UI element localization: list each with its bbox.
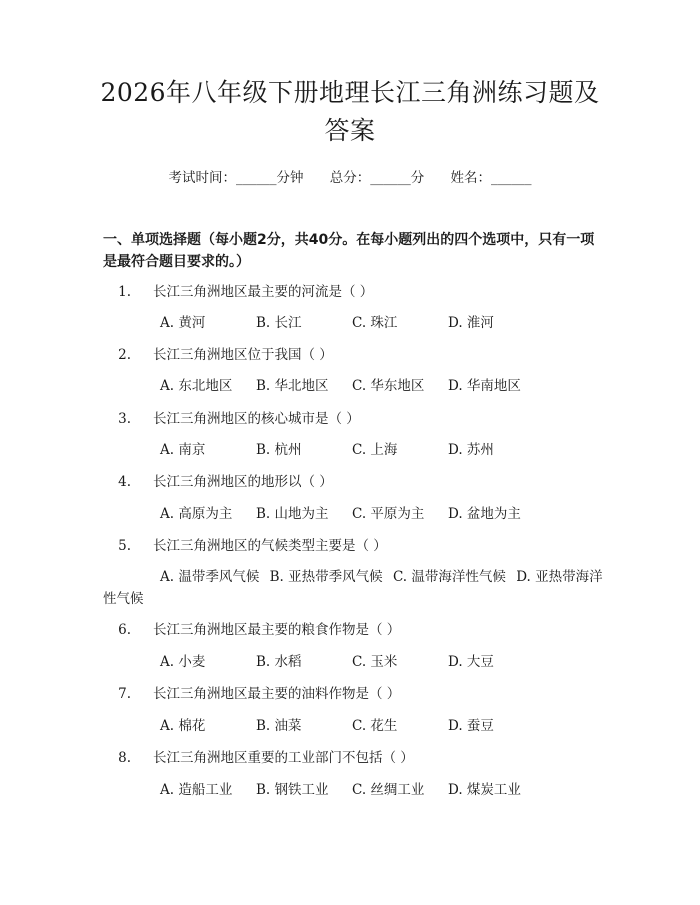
option-a: A. 造船工业 bbox=[160, 782, 233, 798]
option-b: B. 杭州 bbox=[256, 442, 302, 458]
document-title: 2026年八年级下册地理长江三角洲练习题及答案 bbox=[100, 78, 600, 145]
question-2 bbox=[103, 345, 603, 365]
question-text: 长江三角洲地区最主要的粮食作物是（ ） bbox=[153, 622, 401, 638]
question-3-options bbox=[160, 440, 620, 460]
question-number: 5. bbox=[118, 538, 131, 554]
option-a: A. 温带季风气候 bbox=[160, 569, 260, 585]
question-text: 长江三角洲地区重要的工业部门不包括（ ） bbox=[153, 750, 414, 766]
option-a: A. 东北地区 bbox=[160, 378, 233, 394]
question-text: 长江三角洲地区位于我国（ ） bbox=[153, 347, 333, 363]
question-1-options bbox=[160, 313, 620, 333]
option-c: C. 华东地区 bbox=[352, 378, 425, 394]
option-c: C. 上海 bbox=[352, 442, 398, 458]
question-1 bbox=[103, 282, 603, 302]
option-c: C. 丝绸工业 bbox=[352, 782, 425, 798]
question-8-options bbox=[160, 780, 620, 800]
option-a: A. 棉花 bbox=[160, 718, 206, 734]
question-3 bbox=[103, 409, 603, 429]
question-number: 1. bbox=[118, 284, 131, 300]
question-2-options bbox=[160, 376, 620, 396]
question-number: 6. bbox=[118, 622, 131, 638]
total-score: 总分：______分 bbox=[329, 170, 425, 186]
question-number: 7. bbox=[118, 686, 131, 702]
option-d: D. 盆地为主 bbox=[448, 506, 521, 522]
question-8 bbox=[103, 748, 603, 768]
option-a: A. 南京 bbox=[160, 442, 206, 458]
option-b: B. 钢铁工业 bbox=[256, 782, 329, 798]
question-text: 长江三角洲地区的核心城市是（ ） bbox=[153, 411, 360, 427]
option-d: D. 华南地区 bbox=[448, 378, 521, 394]
option-c: C. 玉米 bbox=[352, 654, 398, 670]
question-5 bbox=[103, 536, 603, 556]
question-4 bbox=[103, 472, 603, 492]
question-number: 4. bbox=[118, 474, 131, 490]
option-c: C. 平原为主 bbox=[352, 506, 425, 522]
question-text: 长江三角洲地区最主要的河流是（ ） bbox=[153, 284, 374, 300]
option-c: C. 花生 bbox=[352, 718, 398, 734]
option-d: D. 大豆 bbox=[448, 654, 494, 670]
question-5-options bbox=[103, 566, 603, 610]
question-4-options bbox=[160, 504, 620, 524]
option-d: D. 苏州 bbox=[448, 442, 494, 458]
question-text: 长江三角洲地区的气候类型主要是（ ） bbox=[153, 538, 387, 554]
option-c: C. 温带海洋性气候 bbox=[392, 569, 506, 585]
exam-time: 考试时间：______分钟 bbox=[168, 170, 304, 186]
question-6 bbox=[103, 620, 603, 640]
question-text: 长江三角洲地区的地形以（ ） bbox=[153, 474, 333, 490]
option-a: A. 黄河 bbox=[160, 315, 206, 331]
question-number: 8. bbox=[118, 750, 131, 766]
option-d: D. 淮河 bbox=[448, 315, 494, 331]
student-name: 姓名：______ bbox=[450, 170, 532, 186]
question-number: 3. bbox=[118, 411, 131, 427]
option-b: B. 亚热带季风气候 bbox=[269, 569, 383, 585]
option-a: A. 高原为主 bbox=[160, 506, 233, 522]
question-7 bbox=[103, 684, 603, 704]
option-d: D. 亚热带海洋性气候 bbox=[103, 569, 603, 607]
question-text: 长江三角洲地区最主要的油料作物是（ ） bbox=[153, 686, 401, 702]
option-a: A. 小麦 bbox=[160, 654, 206, 670]
section-heading: 一、单项选择题（每小题2分，共40分。在每小题列出的四个选项中，只有一项是最符合题目要求的。） bbox=[103, 232, 595, 270]
option-d: D. 蚕豆 bbox=[448, 718, 494, 734]
option-b: B. 油菜 bbox=[256, 718, 302, 734]
question-6-options bbox=[160, 652, 620, 672]
option-d: D. 煤炭工业 bbox=[448, 782, 521, 798]
question-7-options bbox=[160, 716, 620, 736]
exam-meta bbox=[0, 166, 700, 186]
option-b: B. 山地为主 bbox=[256, 506, 329, 522]
option-c: C. 珠江 bbox=[352, 315, 398, 331]
option-b: B. 水稻 bbox=[256, 654, 302, 670]
option-b: B. 华北地区 bbox=[256, 378, 329, 394]
option-b: B. 长江 bbox=[256, 315, 302, 331]
question-number: 2. bbox=[118, 347, 131, 363]
